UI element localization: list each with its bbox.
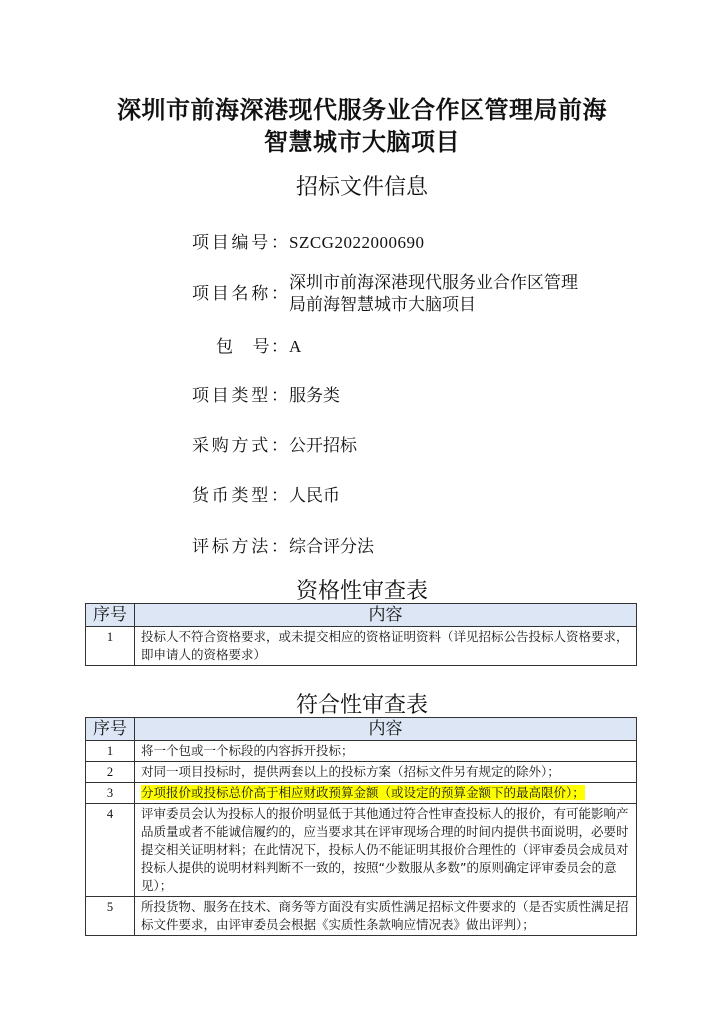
info-label: 项目名称： [192,284,288,304]
info-project-name [192,272,609,316]
info-label: 货币类型： [192,486,288,506]
row-num: 1 [86,741,135,762]
highlighted-text: 分项报价或投标总价高于相应财政预算金额（或设定的预算金额下的最高限价）； [141,785,585,800]
info-label: 包 号： [216,337,288,357]
table-row [86,783,637,804]
info-currency [192,485,609,507]
table-row [86,897,637,936]
info-procurement-method [192,435,609,457]
row-content: 所投货物、服务在技术、商务等方面没有实质性满足招标文件要求的（是否实质性满足招标文件要求，由评审委员会根据《实质性条款响应情况表》做出评判）； [135,897,637,936]
info-project-type [192,385,609,407]
info-value [289,272,609,316]
qualification-table [85,603,637,666]
compliance-table [85,717,637,936]
info-label: 评标方法： [192,537,288,557]
row-content: 评审委员会认为投标人的报价明显低于其他通过符合性审查投标人的报价，有可能影响产品质量或者不能诚信履约的，应当要求其在评审现场合理的时间内提供书面说明，必要时提交相关证明材料；在此情况下，投标人仍不能证明其报价合理性的（评审委员会成员对投标人提供的说明材料判断不一致的，按照“少数服从多数”的原则确定评审委员会的意见）； [135,804,637,897]
row-num: 5 [86,897,135,936]
row-content: 投标人不符合资格要求，或未提交相应的资格证明资料（详见招标公告投标人资格要求，即申请人的资格要求） [135,627,637,666]
row-content: 对同一项目投标时，提供两套以上的投标方案（招标文件另有规定的除外）； [135,762,637,783]
row-num: 2 [86,762,135,783]
info-value: 人民币 [289,486,340,506]
info-evaluation-method [192,536,609,558]
table-row [86,804,637,897]
info-label: 项目编号： [192,233,288,253]
info-label: 采购方式： [192,436,288,456]
document-title-line1: 深圳市前海深港现代服务业合作区管理局前海 [117,96,607,124]
row-num: 4 [86,804,135,897]
qualification-table-title: 资格性审查表 [295,579,428,604]
info-value: SZCG2022000690 [289,233,425,252]
row-content: 将一个包或一个标段的内容拆开投标； [135,741,637,762]
info-value: 服务类 [289,386,340,406]
row-content [135,783,637,804]
info-value: 综合评分法 [289,537,374,557]
compliance-table-title: 符合性审查表 [295,693,428,718]
row-num: 1 [86,627,135,666]
row-num: 3 [86,783,135,804]
info-value-line2: 局前海智慧城市大脑项目 [289,295,476,315]
document-subtitle: 招标文件信息 [295,175,428,200]
column-header-content: 内容 [135,604,637,627]
info-package [192,336,609,358]
info-value-line1: 深圳市前海深港现代服务业合作区管理 [289,273,578,293]
table-row [86,762,637,783]
info-value: A [289,337,302,356]
table-row [86,741,637,762]
info-label: 项目类型： [192,386,288,406]
table-row [86,627,637,666]
column-header-num: 序号 [86,604,135,627]
column-header-content: 内容 [135,718,637,741]
table-header-row [86,604,637,627]
table-header-row [86,718,637,741]
info-value: 公开招标 [289,436,357,456]
document-title-line2: 智慧城市大脑项目 [264,128,460,156]
column-header-num: 序号 [86,718,135,741]
info-project-no [192,232,609,254]
